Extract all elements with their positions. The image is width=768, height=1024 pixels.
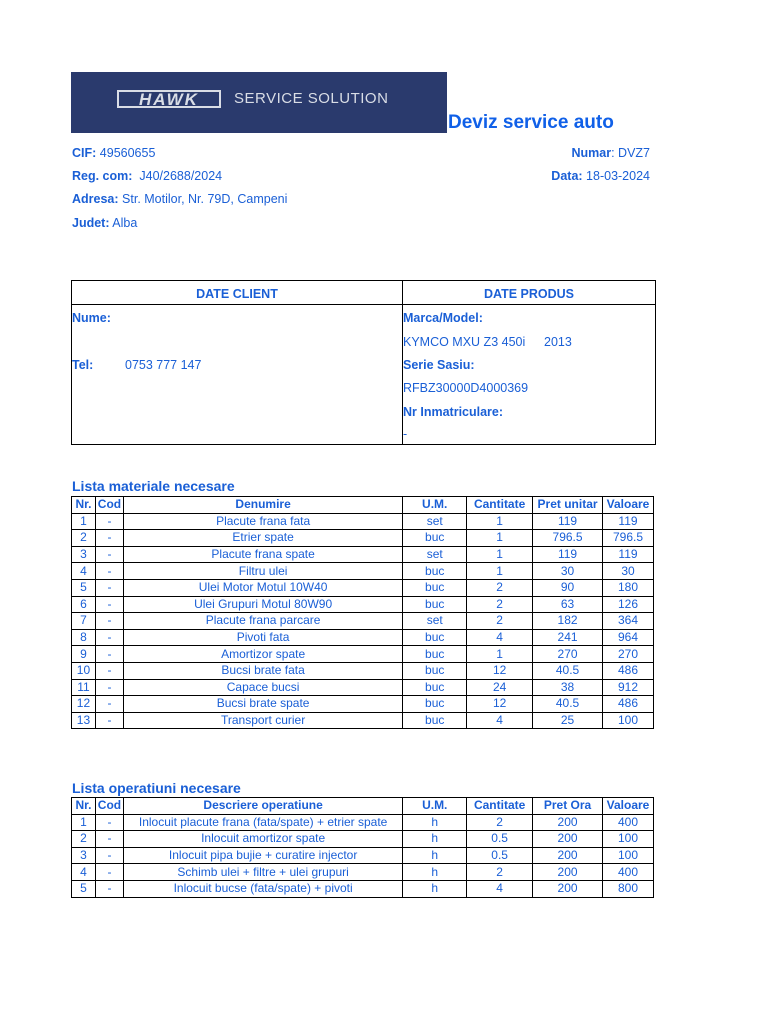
table-row [72,579,654,596]
table-cell: Pivoti fata [123,629,402,646]
table-cell: 119 [533,513,603,530]
operatiuni-header-row [72,798,654,815]
table-row [72,563,654,580]
table-cell: - [95,679,123,696]
table-cell: 2 [467,613,533,630]
numar-label: Numar [571,146,612,160]
table-row [72,696,654,713]
table-cell: buc [403,579,467,596]
table-cell: 4 [72,563,96,580]
table-cell: 270 [533,646,603,663]
table-cell: buc [403,712,467,729]
table-cell: 30 [533,563,603,580]
table-cell: 30 [602,563,653,580]
table-cell: buc [403,679,467,696]
logo-subtitle: SERVICE SOLUTION [234,90,389,107]
produs-header: DATE PRODUS [403,281,655,305]
cif-value: 49560655 [99,146,156,160]
table-cell: 12 [467,696,533,713]
table-cell: buc [403,662,467,679]
table-cell: 2 [467,579,533,596]
materiale-col-header: U.M. [403,497,467,514]
table-cell: 7 [72,613,96,630]
client-column [72,281,403,444]
table-cell: Bucsi brate fata [123,662,402,679]
nr-value: - [403,427,408,441]
table-cell: - [95,579,123,596]
operatiuni-title: Lista operatiuni necesare [72,780,241,796]
table-cell: 1 [72,513,96,530]
table-cell: 1 [467,646,533,663]
materiale-title: Lista materiale necesare [72,478,235,494]
table-cell: 364 [602,613,653,630]
table-row [72,814,654,831]
table-cell: - [95,864,123,881]
table-cell: - [95,662,123,679]
table-cell: 0.5 [467,831,533,848]
table-cell: 1 [467,530,533,547]
data-label: Data: [551,169,583,183]
table-cell: 5 [72,880,96,897]
operatiuni-table [71,797,654,898]
table-row [72,646,654,663]
table-cell: 40.5 [533,696,603,713]
table-cell: 270 [602,646,653,663]
materiale-col-header: Pret unitar [533,497,603,514]
table-cell: 2 [467,596,533,613]
table-cell: Schimb ulei + filtre + ulei grupuri [123,864,402,881]
operatiuni-body [72,814,654,897]
table-cell: 119 [533,546,603,563]
table-cell: - [95,513,123,530]
table-cell: 200 [533,847,603,864]
operatiuni-col-header: U.M. [403,798,467,815]
table-cell: Inlocuit placute frana (fata/spate) + etrier spate [123,814,402,831]
an-value: 2013 [544,335,572,349]
table-cell: h [403,847,467,864]
table-cell: 8 [72,629,96,646]
table-cell: 486 [602,662,653,679]
adresa-line [72,191,287,207]
reg-label: Reg. com: [72,169,133,183]
numar-value: : DVZ7 [611,146,650,160]
table-cell: 486 [602,696,653,713]
table-cell: Placute frana spate [123,546,402,563]
table-cell: Amortizor spate [123,646,402,663]
table-cell: 6 [72,596,96,613]
table-cell: 400 [602,864,653,881]
table-cell: 5 [72,579,96,596]
table-cell: 3 [72,847,96,864]
table-row [72,629,654,646]
table-cell: 4 [467,880,533,897]
table-cell: 180 [602,579,653,596]
table-cell: 200 [533,880,603,897]
table-cell: 12 [467,662,533,679]
table-cell: 1 [467,563,533,580]
judet-value: Alba [112,216,138,230]
reg-line [72,168,222,184]
judet-label: Judet: [72,216,110,230]
judet-line [72,215,137,231]
table-cell: 119 [602,513,653,530]
table-cell: 796.5 [602,530,653,547]
table-cell: - [95,814,123,831]
table-row [72,546,654,563]
table-cell: 800 [602,880,653,897]
table-cell: - [95,712,123,729]
data-line [551,168,650,184]
cif-label: CIF: [72,146,97,160]
table-cell: Capace bucsi [123,679,402,696]
table-cell: 1 [72,814,96,831]
table-cell: buc [403,629,467,646]
table-cell: - [95,880,123,897]
table-cell: - [95,530,123,547]
operatiuni-col-header: Descriere operatiune [123,798,402,815]
table-cell: 1 [467,546,533,563]
table-row [72,662,654,679]
table-cell: 400 [602,814,653,831]
operatiuni-col-header: Nr. [72,798,96,815]
tel-value: 0753 777 147 [125,358,202,372]
operatiuni-col-header: Cod [95,798,123,815]
table-cell: 2 [72,831,96,848]
table-row [72,847,654,864]
table-cell: 200 [533,814,603,831]
table-cell: 100 [602,847,653,864]
table-cell: - [95,696,123,713]
table-cell: Inlocuit amortizor spate [123,831,402,848]
table-cell: set [403,513,467,530]
materiale-col-header: Cod [95,497,123,514]
table-cell: Filtru ulei [123,563,402,580]
serie-value: RFBZ30000D4000369 [403,381,529,395]
table-cell: 10 [72,662,96,679]
table-cell: h [403,864,467,881]
materiale-body [72,513,654,729]
document-title: Deviz service auto [448,112,614,133]
tel-label: Tel: [72,358,94,372]
reg-value: J40/2688/2024 [139,169,223,183]
table-cell: 4 [467,712,533,729]
table-row [72,596,654,613]
table-cell: 796.5 [533,530,603,547]
table-row [72,712,654,729]
nume-label: Nume: [72,311,111,325]
table-cell: 119 [602,546,653,563]
table-cell: buc [403,646,467,663]
table-cell: 40.5 [533,662,603,679]
table-cell: buc [403,696,467,713]
table-cell: h [403,831,467,848]
table-row [72,880,654,897]
table-cell: Transport curier [123,712,402,729]
cif-line [72,145,155,161]
nr-label: Nr Inmatriculare: [403,405,504,419]
table-cell: 100 [602,712,653,729]
table-cell: 3 [72,546,96,563]
materiale-col-header: Cantitate [467,497,533,514]
table-cell: Bucsi brate spate [123,696,402,713]
table-cell: - [95,629,123,646]
table-cell: 100 [602,831,653,848]
table-row [72,831,654,848]
table-cell: set [403,613,467,630]
table-cell: 13 [72,712,96,729]
table-cell: - [95,847,123,864]
adresa-label: Adresa: [72,192,119,206]
operatiuni-col-header: Valoare [602,798,653,815]
materiale-table [71,496,654,729]
table-cell: 2 [467,864,533,881]
table-cell: - [95,646,123,663]
table-cell: h [403,814,467,831]
table-cell: 2 [72,530,96,547]
produs-column [403,281,655,444]
table-cell: 964 [602,629,653,646]
table-cell: 126 [602,596,653,613]
company-logo-banner [71,72,447,133]
table-cell: 12 [72,696,96,713]
table-cell: Placute frana parcare [123,613,402,630]
table-cell: - [95,831,123,848]
numar-line [572,145,651,161]
operatiuni-col-header: Pret Ora [533,798,603,815]
table-cell: set [403,546,467,563]
table-cell: 241 [533,629,603,646]
client-product-box [71,280,656,445]
table-cell: h [403,880,467,897]
table-cell: Ulei Grupuri Motul 80W90 [123,596,402,613]
table-cell: 182 [533,613,603,630]
materiale-header-row [72,497,654,514]
table-cell: - [95,546,123,563]
table-cell: 63 [533,596,603,613]
table-cell: 11 [72,679,96,696]
table-cell: 24 [467,679,533,696]
table-cell: Inlocuit pipa bujie + curatire injector [123,847,402,864]
table-cell: - [95,613,123,630]
table-cell: 912 [602,679,653,696]
table-cell: buc [403,563,467,580]
table-cell: Ulei Motor Motul 10W40 [123,579,402,596]
materiale-col-header: Valoare [602,497,653,514]
table-cell: 0.5 [467,847,533,864]
table-cell: 90 [533,579,603,596]
table-cell: buc [403,596,467,613]
data-value: 18-03-2024 [586,169,650,183]
table-cell: - [95,596,123,613]
table-row [72,679,654,696]
serie-label: Serie Sasiu: [403,358,475,372]
table-cell: 4 [467,629,533,646]
table-cell: - [95,563,123,580]
table-cell: 1 [467,513,533,530]
table-cell: 38 [533,679,603,696]
table-cell: Inlocuit bucse (fata/spate) + pivoti [123,880,402,897]
table-row [72,613,654,630]
table-cell: 200 [533,864,603,881]
marca-value: KYMCO MXU Z3 450i [403,335,526,349]
materiale-col-header: Nr. [72,497,96,514]
table-cell: 25 [533,712,603,729]
table-row [72,864,654,881]
operatiuni-col-header: Cantitate [467,798,533,815]
table-cell: Placute frana fata [123,513,402,530]
table-cell: 200 [533,831,603,848]
materiale-col-header: Denumire [123,497,402,514]
table-cell: Etrier spate [123,530,402,547]
adresa-value: Str. Motilor, Nr. 79D, Campeni [122,192,288,206]
table-cell: 2 [467,814,533,831]
marca-label: Marca/Model: [403,311,483,325]
table-row [72,513,654,530]
table-cell: buc [403,530,467,547]
table-cell: 4 [72,864,96,881]
table-row [72,530,654,547]
table-cell: 9 [72,646,96,663]
client-header: DATE CLIENT [72,281,402,305]
hawk-logo: HAWK [117,90,221,108]
